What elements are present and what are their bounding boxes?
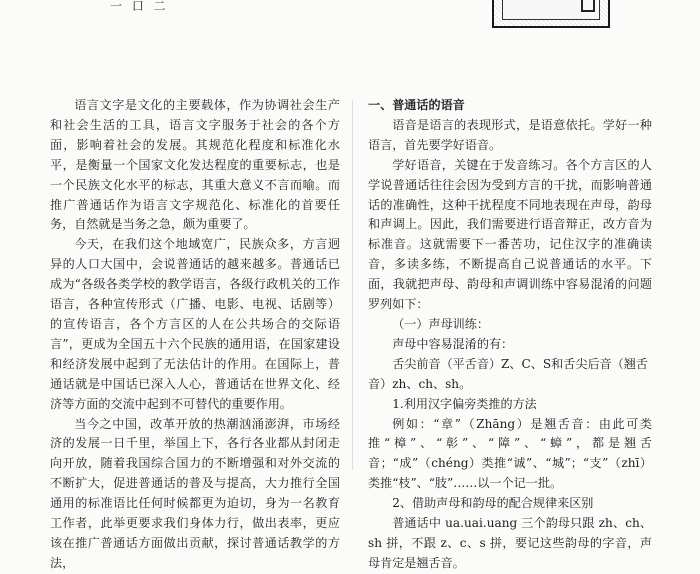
- method-2-text: 普通话中 ua.uai.uang 三个韵母只跟 zh、ch、sh 拼，不跟 z、c、s 拼，要记这些韵母的字音，声母肯定是翘舌音。: [368, 516, 652, 570]
- tongue-tip-initials-line: 舌尖前音（平舌音）Z、C、S和舌尖后音（翘舌音）zh、ch、sh。: [368, 356, 648, 391]
- subheading-initials-training: （一）声母训练：: [392, 316, 489, 331]
- postage-stamp-illustration: [492, 0, 610, 28]
- right-paragraph-2: 学好语音，关键在于发音练习。各个方言区的人学说普通话往往会因为受到方言的干扰，而影响普通话的准确性，这种干扰程度不同地表现在声母，韵母和声调上。因此，我们需要进行语音辩正，改方音为标准音。这就需要下一番苦功，记住汉字的准确读音，多读多练，不断提高自己说普通话的水平。下面，我就把声母、韵母和声调训练中容易混淆的问题罗列如下：: [368, 157, 652, 312]
- method-1-example: 例如：“章”（Zhāng）是翘舌音：由此可类推“樟”、“彰”、“障”、“蟑”，都是翘舌音；“成”（chéng）类推“诚”、“城”；“支”（zhī）类推“枝”、“肢”……以一个记一批。: [368, 416, 652, 491]
- right-paragraph-1: 语音是语言的表现形式，是语意依托。学好一种语言，首先要学好语音。: [368, 117, 652, 152]
- left-paragraph-1: 语言文字是文化的主要载体，作为协调社会生产和社会生活的工具，语言文字服务于社会的各个方面，影响着社会的发展。其规范化程度和标准化水平，是衡量一个国家文化发达程度的重要标志，也是一个民族文化水平的标志，其重大意义不言而喻。而推广普通话作为语言文字规范化、标准化的首要任务，自然就是当务之急，颇为重要了。: [50, 98, 340, 232]
- left-text-column: [50, 96, 340, 574]
- method-2-heading: 2、借助声母和韵母的配合规律来区别: [392, 496, 594, 511]
- right-text-column: [368, 96, 652, 574]
- stamp-mark-shape: [581, 0, 595, 12]
- stamp-inner-frame: [502, 0, 600, 20]
- column-divider: [352, 100, 353, 470]
- page-header-fragment: 一 口 二: [110, 0, 169, 12]
- confusable-initials-label: 声母中容易混淆的有：: [392, 336, 514, 351]
- left-paragraph-2: 今天，在我们这个地域宽广，民族众多，方言迥异的人口大国中，会说普通话的越来越多。普通话已成为“各级各类学校的教学语言，各级行政机关的工作语言，各种宣传形式（广播、电影、电视、话剧等）的宣传语言，各个方言区的人在公共场合的交际语言”，更成为全国五十六个民族的通用语，在国家建设和经济发展中起到了无法估计的作用。在国际上，普通话就是中国话已深入人心，普通话在世界文化、经济等方面的交流中起到不可替代的重要作用。: [50, 237, 340, 411]
- section-heading: 一、普通话的语音: [368, 98, 465, 112]
- left-paragraph-3: 当今之中国，改革开放的热潮汹涌澎湃，市场经济的发展一日千里，举国上下，各行各业都从封闭走向开放，随着我国综合国力的不断增强和对外交流的不断扩大，促进普通话的普及与提高，大力推行全国通用的标准语比任何时候都更为迫切，身为一名教育工作者，此举更要求我们身体力行，做出表率，更应该在推广普通话方面做出贡献，探讨普通话教学的方法，: [50, 416, 340, 570]
- method-1-heading: 1.利用汉字偏旁类推的方法: [392, 396, 537, 411]
